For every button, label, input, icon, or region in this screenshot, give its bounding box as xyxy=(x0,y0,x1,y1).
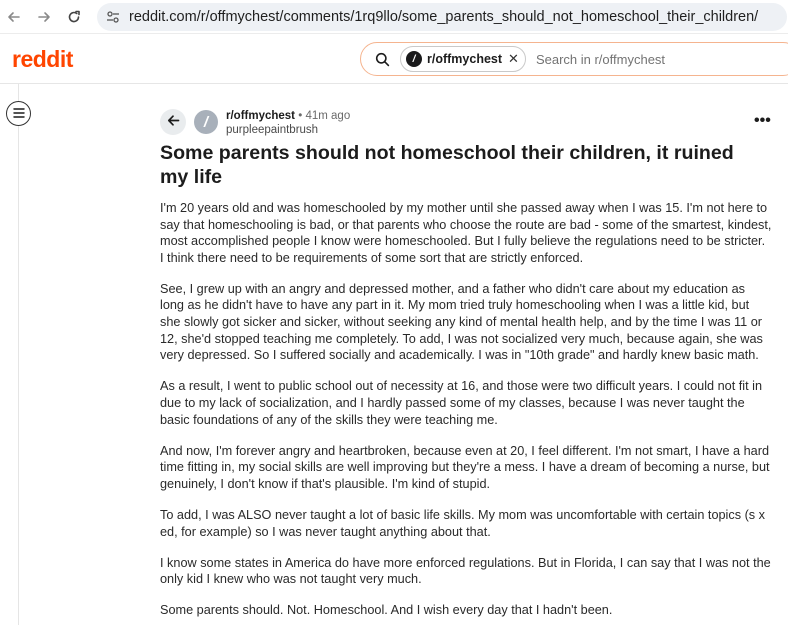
address-bar[interactable] xyxy=(97,3,787,31)
subreddit-search-chip xyxy=(400,46,526,72)
post-meta xyxy=(226,110,350,122)
author-link[interactable]: purpleepaintbrush xyxy=(226,124,319,136)
browser-back-icon[interactable] xyxy=(5,8,23,26)
post-paragraph: I know some states in America do have more enforced regulations. But in Florida, I can say that I was not the only kid I knew who was not taught very much. xyxy=(160,555,771,587)
search-bar[interactable] xyxy=(360,42,788,76)
post-age: 41m ago xyxy=(305,110,351,122)
reddit-logo[interactable]: reddit xyxy=(12,46,73,72)
post-paragraph: To add, I was ALSO never taught a lot of basic life skills. My mom was uncomfortable with certain topics (s x ed, for example) so I was never taught anything about that. xyxy=(160,507,766,539)
post-paragraph: And now, I'm forever angry and heartbroken, because even at 20, I feel different. I'm not smart, I have a hard time fitting in, my social skills are well improving but they're a mess. I have a dream of becoming a nurse, but genuinely, I don't know if that's plausible. I'm kind of stupid. xyxy=(160,443,770,491)
meta-separator: • xyxy=(298,110,303,122)
site-settings-icon[interactable] xyxy=(105,9,121,25)
back-button[interactable] xyxy=(160,109,186,135)
menu-toggle-button[interactable] xyxy=(6,101,31,126)
post-title: Some parents should not homeschool their children, it ruined my life xyxy=(160,142,734,188)
chip-label: r/offmychest xyxy=(427,52,503,66)
post-paragraph: As a result, I went to public school out of necessity at 16, and those were two difficult years. I could not fit in due to my lack of socialization, and I hardly passed some of my classes, because I was never taught the basic foundations of any of the skills they were teaching me. xyxy=(160,379,763,427)
arrow-left-icon xyxy=(167,114,180,131)
url-text: reddit.com/r/offmychest/comments/1rq9llo/some_parents_should_not_homeschool_their_children/ xyxy=(129,8,759,25)
post-body xyxy=(160,200,772,625)
subreddit-chip-icon: / xyxy=(406,51,422,67)
more-options-icon[interactable]: ••• xyxy=(754,112,771,129)
subreddit-avatar[interactable]: / xyxy=(194,110,218,134)
post-paragraph: I'm 20 years old and was homeschooled by my mother until she passed away when I was 15. I'm not here to say that homeschooling is bad, or that parents who choose the route are bad - some of the smartest, kindest, most accomplished people I know were homeschooled. But I fully believe the regulations need to be stricter. I think there need to be requirements of some sort that are strictly enforced. xyxy=(160,201,772,265)
hamburger-icon xyxy=(13,105,25,123)
subreddit-link[interactable]: r/offmychest xyxy=(226,110,296,122)
browser-reload-icon[interactable] xyxy=(65,8,83,26)
browser-toolbar xyxy=(0,0,788,34)
reddit-header xyxy=(0,34,788,84)
search-icon xyxy=(374,51,390,67)
search-input[interactable]: Search in r/offmychest xyxy=(535,51,666,67)
browser-forward-icon[interactable] xyxy=(35,8,53,26)
post-paragraph: Some parents should. Not. Homeschool. And I wish every day that I hadn't been. xyxy=(160,603,613,618)
left-rail-divider xyxy=(18,84,19,625)
post-paragraph: See, I grew up with an angry and depressed mother, and a father who didn't care about my education as long as he didn't have to have any part in it. My mom tried truly homeschooling when I was a little kid, but she slowly got sicker and sicker, without seeking any kind of mental health help, and by the time I was 11 or 12, she'd stopped teaching me completely. To add, I was not socialized very much, because again, she was very depressed. So I suffered socially and academically. I was in "10th grade" and hardly knew basic math. xyxy=(160,281,763,363)
chip-close-icon[interactable]: ✕ xyxy=(508,51,519,66)
